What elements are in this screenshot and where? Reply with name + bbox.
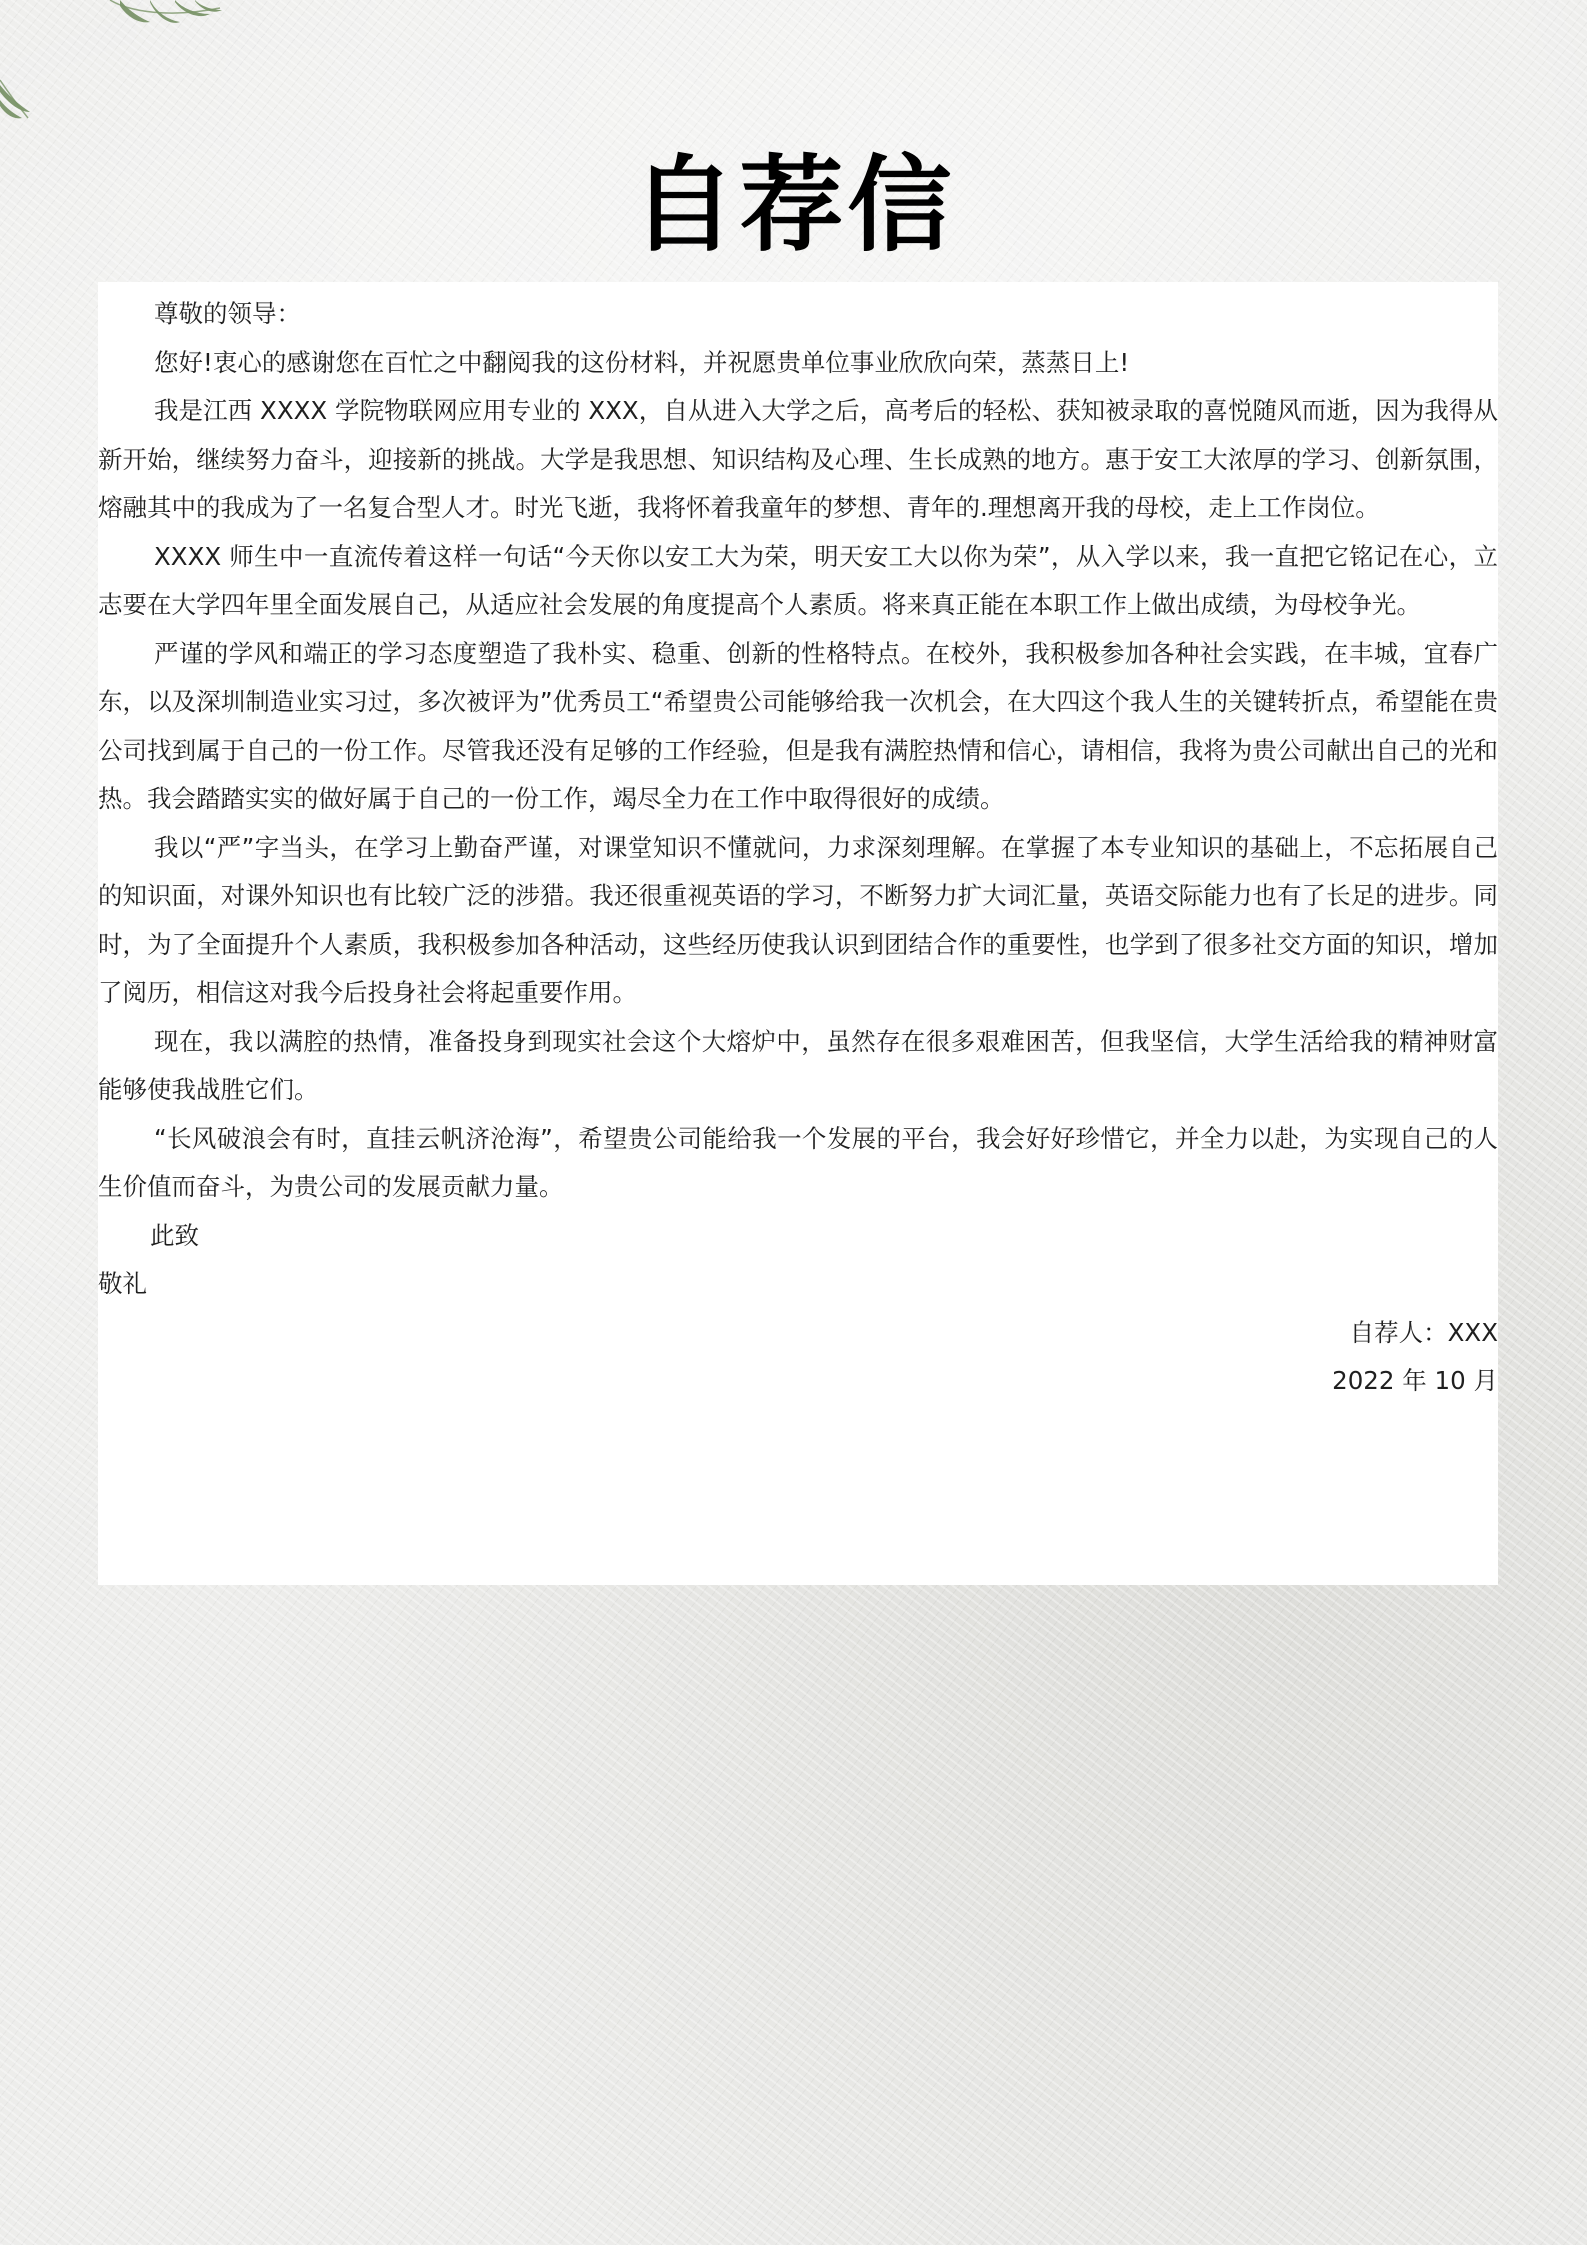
paragraph: XXXX 师生中一直流传着这样一句话“今天你以安工大为荣，明天安工大以你为荣”，从入学以来，我一直把它铭记在心，立志要在大学四年里全面发展自己，从适应社会发展的角度提高个人素质。将来真正能在本职工作上做出成绩，为母校争光。 [98, 541, 1498, 619]
paragraph: 我是江西 XXXX 学院物联网应用专业的 XXX，自从进入大学之后，高考后的轻松、获知被录取的喜悦随风而逝，因为我得从新开始，继续努力奋斗，迎接新的挑战。大学是我思想、知识结构及心理、生长成熟的地方。惠于安工大浓厚的学习、创新氛围，熔融其中的我成为了一名复合型人才。时光飞逝，我将怀着我童年的梦想、青年的.理想离开我的母校，走上工作岗位。 [98, 396, 1498, 522]
paragraph: 您好!衷心的感谢您在百忙之中翻阅我的这份材料，并祝愿贵单位事业欣欣向荣，蒸蒸日上! [154, 347, 1130, 377]
signature-date: 2022 年 10 月 [1332, 1366, 1498, 1395]
paragraph: 现在，我以满腔的热情，准备投身到现实社会这个大熔炉中，虽然存在很多艰难困苦，但我坚信，大学生活给我的精神财富能够使我战胜它们。 [98, 1026, 1498, 1104]
letter-title: 自荐信 [631, 144, 956, 266]
closing-line-1: 此致 [150, 1220, 199, 1250]
paragraph: 我以“严”字当头，在学习上勤奋严谨，对课堂知识不懂就问，力求深刻理解。在掌握了本专业知识的基础上，不忘拓展自己的知识面，对课外知识也有比较广泛的涉猎。我还很重视英语的学习，不断努力扩大词汇量，英语交际能力也有了长足的进步。同时，为了全面提升个人素质，我积极参加各种活动，这些经历使我认识到团结合作的重要性，也学到了很多社交方面的知识，增加了阅历，相信这对我今后投身社会将起重要作用。 [98, 832, 1498, 1007]
paragraph: 严谨的学风和端正的学习态度塑造了我朴实、稳重、创新的性格特点。在校外，我积极参加各种社会实践，在丰城，宜春广东，以及深圳制造业实习过，多次被评为”优秀员工“希望贵公司能够给我一次机会，在大四这个我人生的关键转折点，希望能在贵公司找到属于自己的一份工作。尽管我还没有足够的工作经验，但是我有满腔热情和信心，请相信，我将为贵公司献出自己的光和热。我会踏踏实实的做好属于自己的一份工作，竭尽全力在工作中取得很好的成绩。 [98, 638, 1498, 813]
greeting: 尊敬的领导： [154, 299, 301, 328]
paragraph: “长风破浪会有时，直挂云帆济沧海”，希望贵公司能给我一个发展的平台，我会好好珍惜它，并全力以赴，为实现自己的人生价值而奋斗，为贵公司的发展贡献力量。 [98, 1123, 1498, 1201]
closing-line-2: 敬礼 [98, 1269, 147, 1298]
leaf-branch-icon [0, 0, 240, 150]
letter-body [98, 282, 1498, 1585]
signature-author: 自荐人：XXX [1349, 1317, 1498, 1347]
